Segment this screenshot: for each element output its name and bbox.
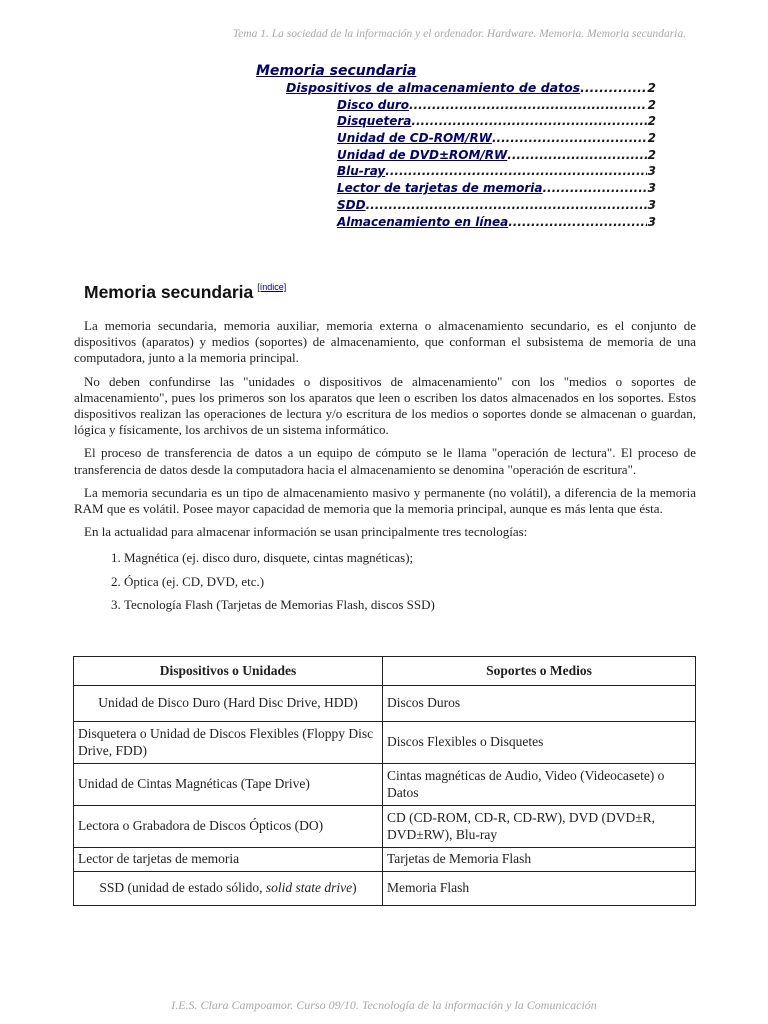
table-cell: Discos Flexibles o Disquetes	[383, 722, 696, 764]
cell-text: )	[352, 880, 357, 896]
body-text	[74, 318, 696, 621]
toc-entry-label[interactable]: Unidad de DVD±ROM/RW	[337, 147, 508, 162]
table-cell: Tarjetas de Memoria Flash	[383, 848, 696, 872]
table-row	[74, 764, 696, 806]
column-header: Soportes o Medios	[383, 657, 696, 686]
page-footer: I.E.S. Clara Campoamor. Curso 09/10. Tecnología de la información y la Comunicación	[171, 998, 597, 1012]
toc-entry-label[interactable]: Disquetera	[337, 114, 412, 129]
toc-page-number: 3	[647, 181, 656, 196]
paragraph: La memoria secundaria es un tipo de almacenamiento masivo y permanente (no volátil), a diferencia de la memoria RAM que es volátil. Posee mayor capacidad de memoria que la memoria principal, aunque es más lenta que ésta.	[74, 484, 696, 517]
toc-entry[interactable]	[256, 147, 656, 164]
toc-leader	[409, 97, 647, 114]
toc-entry[interactable]	[256, 180, 656, 197]
table-cell: Cintas magnéticas de Audio, Video (Videocasete) o Datos	[383, 764, 696, 806]
toc-entry-label[interactable]: Blu-ray	[337, 164, 386, 179]
toc-leader	[411, 113, 646, 130]
toc-page-number: 3	[647, 164, 656, 179]
section-title: Memoria secundaria	[84, 282, 254, 302]
table-cell: Lector de tarjetas de memoria	[74, 848, 383, 872]
toc-entry[interactable]	[256, 97, 656, 114]
toc-leader	[492, 130, 647, 147]
table-row	[74, 722, 696, 764]
table-row	[74, 686, 696, 722]
table-row	[74, 872, 696, 906]
table-cell: Discos Duros	[383, 686, 696, 722]
list-item: 3. Tecnología Flash (Tarjetas de Memorias Flash, discos SSD)	[124, 597, 696, 621]
toc-leader	[507, 147, 646, 164]
table-cell: Memoria Flash	[383, 872, 696, 906]
toc-page-number: 2	[647, 80, 656, 95]
toc-leader	[542, 180, 646, 197]
toc-entry[interactable]	[256, 163, 656, 180]
toc-entry-label[interactable]: Disco duro	[337, 97, 410, 112]
devices-table	[73, 656, 696, 906]
toc-page-number: 3	[647, 197, 656, 212]
toc-entry-label[interactable]: Dispositivos de almacenamiento de datos	[286, 80, 581, 95]
toc-leader	[385, 163, 646, 180]
toc-title-link[interactable]: Memoria secundaria	[256, 63, 417, 79]
toc-entry-label[interactable]: Unidad de CD-ROM/RW	[337, 131, 492, 146]
toc-entry-label[interactable]: Lector de tarjetas de memoria	[337, 181, 543, 196]
table-of-contents	[256, 63, 656, 230]
column-header: Dispositivos o Unidades	[74, 657, 383, 686]
section-heading	[84, 282, 286, 303]
table-cell: Unidad de Disco Duro (Hard Disc Drive, HDD)	[74, 686, 383, 722]
table-row	[74, 848, 696, 872]
paragraph: El proceso de transferencia de datos a un equipo de cómputo se le llama "operación de lectura". El proceso de transferencia de datos desde la computadora hacia el almacenamiento se denomina "operación de escritura".	[74, 445, 696, 477]
toc-entry-label[interactable]: SDD	[337, 197, 366, 212]
index-link[interactable]: [índice]	[257, 282, 287, 292]
toc-entry[interactable]	[256, 80, 656, 97]
table-cell: Disquetera o Unidad de Discos Flexibles (Floppy Disc Drive, FDD)	[74, 722, 383, 764]
table-row	[74, 806, 696, 848]
toc-entry[interactable]	[256, 113, 656, 130]
toc-leader	[580, 80, 646, 97]
toc-entry[interactable]	[256, 130, 656, 147]
table-cell: Lectora o Grabadora de Discos Ópticos (DO)	[74, 806, 383, 848]
list-item: 1. Magnética (ej. disco duro, disquete, cintas magnéticas);	[124, 550, 696, 574]
cell-text: SSD (unidad de estado sólido,	[99, 880, 266, 896]
toc-page-number: 2	[647, 97, 656, 112]
toc-entry-label[interactable]: Almacenamiento en línea	[337, 214, 509, 229]
toc-entry[interactable]	[256, 197, 656, 214]
paragraph: En la actualidad para almacenar información se usan principalmente tres tecnologías:	[84, 524, 528, 540]
toc-leader	[508, 214, 646, 231]
paragraph: La memoria secundaria, memoria auxiliar, memoria externa o almacenamiento secundario, es el conjunto de dispositivos (aparatos) y medios (soportes) de almacenamiento, que conforman el subsistema de memoria de una computadora, junto a la memoria principal.	[74, 318, 696, 366]
table-cell: CD (CD-ROM, CD-R, CD-RW), DVD (DVD±R, DVD±RW), Blu-ray	[383, 806, 696, 848]
toc-page-number: 2	[647, 147, 656, 162]
toc-page-number: 2	[647, 131, 656, 146]
toc-entry[interactable]	[256, 214, 656, 231]
paragraph: No deben confundirse las "unidades o dispositivos de almacenamiento" con los "medios o soportes de almacenamiento", pues los primeros son los aparatos que leen o escriben los datos almacenados en los soportes. Estos dispositivos realizan las operaciones de lectura y/o escritura de los medios o soportes donde se almacenan o guardan, lógica y físicamente, los archivos de un sistema informático.	[74, 373, 696, 438]
cell-italic-text: solid state drive	[265, 880, 353, 896]
technology-list	[74, 550, 696, 621]
list-item: 2. Óptica (ej. CD, DVD, etc.)	[124, 574, 696, 598]
table-cell	[74, 872, 383, 906]
toc-page-number: 2	[647, 114, 656, 129]
table-header-row	[74, 657, 696, 686]
page-header: Tema 1. La sociedad de la información y el ordenador. Hardware. Memoria. Memoria secundaria.	[232, 28, 686, 40]
toc-leader	[366, 197, 647, 214]
table-cell: Unidad de Cintas Magnéticas (Tape Drive)	[74, 764, 383, 806]
toc-page-number: 3	[647, 214, 656, 229]
